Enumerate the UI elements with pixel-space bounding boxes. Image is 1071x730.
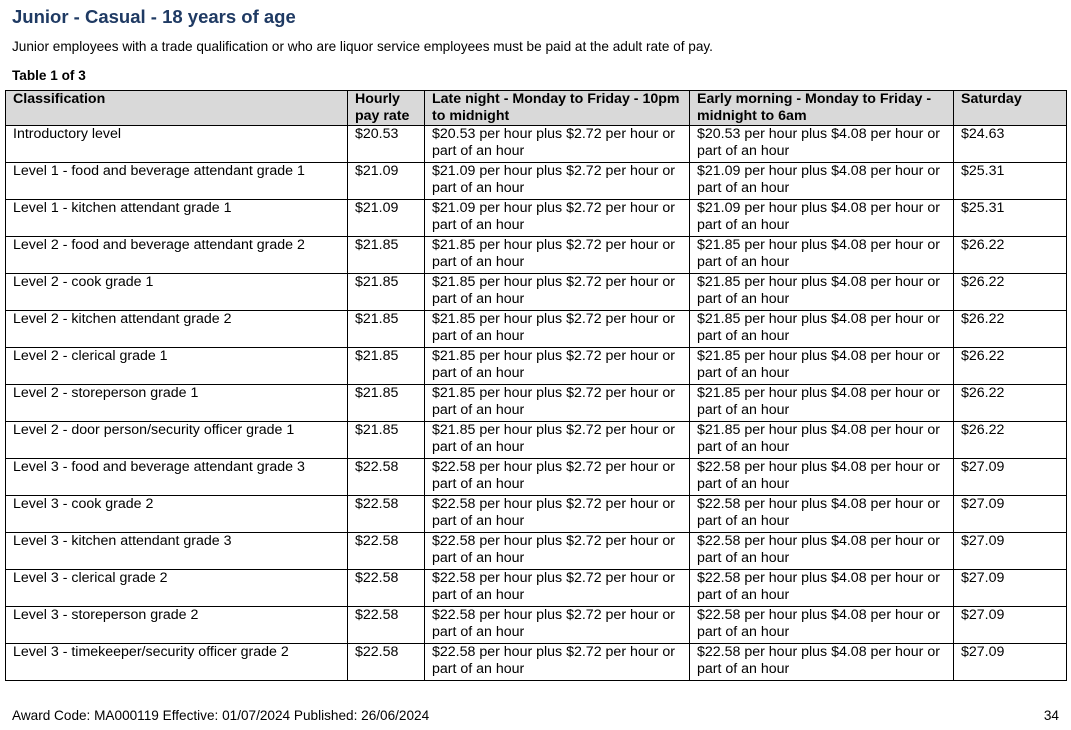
header-row	[6, 91, 1067, 126]
table-row	[6, 644, 1067, 681]
cell-late-night: $22.58 per hour plus $2.72 per hour or part of an hour	[425, 607, 690, 644]
cell-hourly-pay-rate: $21.85	[348, 274, 425, 311]
table-row	[6, 163, 1067, 200]
cell-classification: Level 1 - food and beverage attendant grade 1	[6, 163, 348, 200]
cell-early-morning: $21.85 per hour plus $4.08 per hour or part of an hour	[690, 348, 954, 385]
table-row	[6, 126, 1067, 163]
cell-hourly-pay-rate: $21.09	[348, 200, 425, 237]
cell-classification: Introductory level	[6, 126, 348, 163]
cell-hourly-pay-rate: $21.85	[348, 348, 425, 385]
cell-late-night: $20.53 per hour plus $2.72 per hour or part of an hour	[425, 126, 690, 163]
cell-hourly-pay-rate: $22.58	[348, 533, 425, 570]
cell-late-night: $21.85 per hour plus $2.72 per hour or part of an hour	[425, 237, 690, 274]
cell-early-morning: $21.85 per hour plus $4.08 per hour or part of an hour	[690, 274, 954, 311]
cell-saturday: $26.22	[954, 311, 1067, 348]
table-row	[6, 237, 1067, 274]
cell-classification: Level 2 - kitchen attendant grade 2	[6, 311, 348, 348]
cell-late-night: $21.85 per hour plus $2.72 per hour or part of an hour	[425, 311, 690, 348]
header-hourly-pay-rate: Hourly pay rate	[348, 91, 425, 126]
cell-saturday: $27.09	[954, 533, 1067, 570]
table-caption: Table 1 of 3	[12, 68, 86, 83]
cell-saturday: $27.09	[954, 644, 1067, 681]
cell-hourly-pay-rate: $22.58	[348, 644, 425, 681]
cell-hourly-pay-rate: $22.58	[348, 459, 425, 496]
cell-saturday: $26.22	[954, 274, 1067, 311]
cell-early-morning: $21.85 per hour plus $4.08 per hour or part of an hour	[690, 311, 954, 348]
cell-hourly-pay-rate: $22.58	[348, 496, 425, 533]
cell-early-morning: $22.58 per hour plus $4.08 per hour or part of an hour	[690, 496, 954, 533]
cell-classification: Level 2 - cook grade 1	[6, 274, 348, 311]
footer-award-info: Award Code: MA000119 Effective: 01/07/2024 Published: 26/06/2024	[12, 708, 430, 723]
table-row	[6, 459, 1067, 496]
header-late-night: Late night - Monday to Friday - 10pm to midnight	[425, 91, 690, 126]
cell-late-night: $21.09 per hour plus $2.72 per hour or part of an hour	[425, 200, 690, 237]
cell-saturday: $27.09	[954, 459, 1067, 496]
cell-hourly-pay-rate: $21.09	[348, 163, 425, 200]
cell-hourly-pay-rate: $21.85	[348, 237, 425, 274]
cell-saturday: $27.09	[954, 607, 1067, 644]
cell-late-night: $22.58 per hour plus $2.72 per hour or part of an hour	[425, 496, 690, 533]
table-row	[6, 200, 1067, 237]
cell-classification: Level 3 - timekeeper/security officer grade 2	[6, 644, 348, 681]
cell-early-morning: $22.58 per hour plus $4.08 per hour or part of an hour	[690, 459, 954, 496]
cell-early-morning: $22.58 per hour plus $4.08 per hour or part of an hour	[690, 644, 954, 681]
cell-early-morning: $21.85 per hour plus $4.08 per hour or part of an hour	[690, 237, 954, 274]
cell-saturday: $27.09	[954, 496, 1067, 533]
cell-saturday: $25.31	[954, 200, 1067, 237]
cell-classification: Level 2 - storeperson grade 1	[6, 385, 348, 422]
cell-late-night: $22.58 per hour plus $2.72 per hour or part of an hour	[425, 570, 690, 607]
cell-saturday: $26.22	[954, 422, 1067, 459]
cell-classification: Level 3 - clerical grade 2	[6, 570, 348, 607]
cell-classification: Level 2 - door person/security officer grade 1	[6, 422, 348, 459]
table-row	[6, 607, 1067, 644]
cell-late-night: $21.85 per hour plus $2.72 per hour or part of an hour	[425, 385, 690, 422]
table-row	[6, 274, 1067, 311]
cell-early-morning: $21.85 per hour plus $4.08 per hour or part of an hour	[690, 422, 954, 459]
cell-early-morning: $22.58 per hour plus $4.08 per hour or part of an hour	[690, 533, 954, 570]
cell-classification: Level 3 - storeperson grade 2	[6, 607, 348, 644]
cell-classification: Level 3 - food and beverage attendant grade 3	[6, 459, 348, 496]
cell-late-night: $21.09 per hour plus $2.72 per hour or part of an hour	[425, 163, 690, 200]
cell-classification: Level 2 - clerical grade 1	[6, 348, 348, 385]
cell-saturday: $26.22	[954, 385, 1067, 422]
header-saturday: Saturday	[954, 91, 1067, 126]
header-classification: Classification	[6, 91, 348, 126]
page-number: 34	[1043, 708, 1059, 723]
cell-late-night: $22.58 per hour plus $2.72 per hour or part of an hour	[425, 644, 690, 681]
cell-late-night: $22.58 per hour plus $2.72 per hour or part of an hour	[425, 533, 690, 570]
cell-saturday: $26.22	[954, 348, 1067, 385]
cell-classification: Level 3 - kitchen attendant grade 3	[6, 533, 348, 570]
pay-rates-table	[5, 90, 1067, 681]
cell-saturday: $24.63	[954, 126, 1067, 163]
cell-hourly-pay-rate: $21.85	[348, 422, 425, 459]
table-row	[6, 496, 1067, 533]
cell-saturday: $26.22	[954, 237, 1067, 274]
table-row	[6, 385, 1067, 422]
cell-hourly-pay-rate: $20.53	[348, 126, 425, 163]
cell-hourly-pay-rate: $22.58	[348, 570, 425, 607]
table-row	[6, 422, 1067, 459]
cell-saturday: $27.09	[954, 570, 1067, 607]
table-row	[6, 533, 1067, 570]
cell-late-night: $21.85 per hour plus $2.72 per hour or part of an hour	[425, 274, 690, 311]
cell-hourly-pay-rate: $22.58	[348, 607, 425, 644]
table-row	[6, 348, 1067, 385]
table-row	[6, 311, 1067, 348]
cell-classification: Level 2 - food and beverage attendant grade 2	[6, 237, 348, 274]
cell-early-morning: $21.09 per hour plus $4.08 per hour or part of an hour	[690, 163, 954, 200]
cell-early-morning: $21.85 per hour plus $4.08 per hour or part of an hour	[690, 385, 954, 422]
cell-saturday: $25.31	[954, 163, 1067, 200]
cell-early-morning: $22.58 per hour plus $4.08 per hour or part of an hour	[690, 607, 954, 644]
cell-late-night: $21.85 per hour plus $2.72 per hour or part of an hour	[425, 422, 690, 459]
cell-classification: Level 1 - kitchen attendant grade 1	[6, 200, 348, 237]
cell-classification: Level 3 - cook grade 2	[6, 496, 348, 533]
table-body	[6, 126, 1067, 681]
table-row	[6, 570, 1067, 607]
cell-hourly-pay-rate: $21.85	[348, 311, 425, 348]
cell-early-morning: $20.53 per hour plus $4.08 per hour or part of an hour	[690, 126, 954, 163]
cell-late-night: $21.85 per hour plus $2.72 per hour or part of an hour	[425, 348, 690, 385]
cell-early-morning: $21.09 per hour plus $4.08 per hour or part of an hour	[690, 200, 954, 237]
cell-late-night: $22.58 per hour plus $2.72 per hour or part of an hour	[425, 459, 690, 496]
table-header	[6, 91, 1067, 126]
header-early-morning: Early morning - Monday to Friday - midnight to 6am	[690, 91, 954, 126]
cell-early-morning: $22.58 per hour plus $4.08 per hour or part of an hour	[690, 570, 954, 607]
page-title: Junior - Casual - 18 years of age	[12, 6, 296, 27]
intro-text: Junior employees with a trade qualification or who are liquor service employees must be paid at the adult rate of pay.	[12, 39, 713, 54]
cell-hourly-pay-rate: $21.85	[348, 385, 425, 422]
